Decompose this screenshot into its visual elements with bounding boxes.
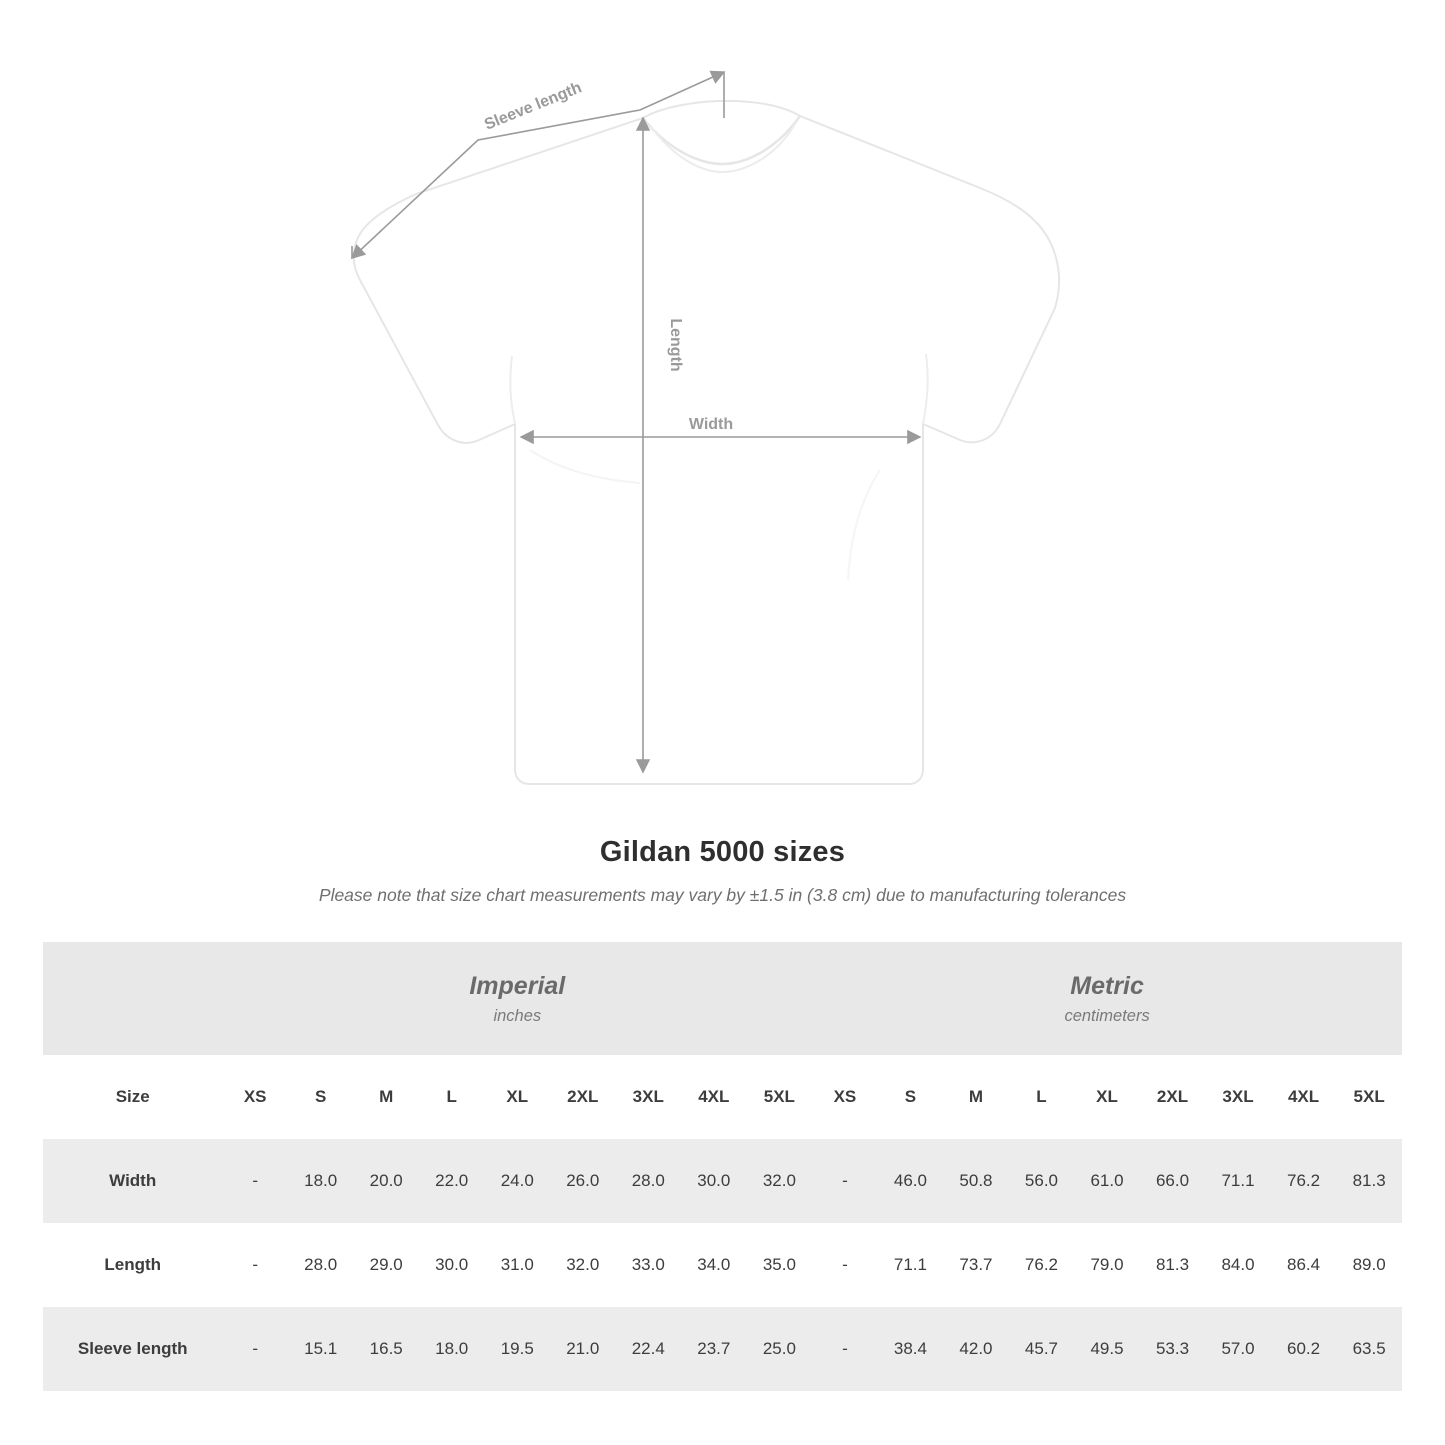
cell-width-imperial-xl: 24.0 <box>484 1139 550 1223</box>
size-header-metric-5xl: 5XL <box>1336 1055 1402 1139</box>
cell-width-metric-3xl: 71.1 <box>1205 1139 1271 1223</box>
cell-length-metric-5xl: 89.0 <box>1336 1223 1402 1307</box>
cell-length-metric-3xl: 84.0 <box>1205 1223 1271 1307</box>
table-row <box>43 1139 1402 1223</box>
cell-width-imperial-3xl: 28.0 <box>616 1139 682 1223</box>
cell-length-imperial-5xl: 35.0 <box>747 1223 813 1307</box>
page-title: Gildan 5000 sizes <box>599 836 846 868</box>
cell-width-metric-5xl: 81.3 <box>1336 1139 1402 1223</box>
cell-width-metric-m: 50.8 <box>943 1139 1009 1223</box>
cell-width-metric-4xl: 76.2 <box>1271 1139 1337 1223</box>
sleeve-length-label: Sleeve length <box>482 79 585 134</box>
cell-sleeve-imperial-4xl: 23.7 <box>681 1307 747 1391</box>
cell-length-metric-m: 73.7 <box>943 1223 1009 1307</box>
cell-length-imperial-3xl: 33.0 <box>616 1223 682 1307</box>
cell-width-imperial-5xl: 32.0 <box>747 1139 813 1223</box>
size-header-imperial-2xl: 2XL <box>550 1055 616 1139</box>
cell-sleeve-imperial-s: 15.1 <box>288 1307 354 1391</box>
size-header-metric-m: M <box>943 1055 1009 1139</box>
size-header-metric-xl: XL <box>1074 1055 1140 1139</box>
cell-sleeve-imperial-2xl: 21.0 <box>550 1307 616 1391</box>
tshirt-shape <box>354 101 1059 784</box>
row-label-width: Width <box>43 1139 222 1223</box>
length-label: Length <box>667 318 684 372</box>
tolerance-note: Please note that size chart measurements may vary by ±1.5 in (3.8 cm) due to manufacturing tolerances <box>318 885 1127 905</box>
cell-length-imperial-4xl: 34.0 <box>681 1223 747 1307</box>
cell-sleeve-imperial-3xl: 22.4 <box>616 1307 682 1391</box>
unit-header-imperial <box>222 942 812 1055</box>
cell-sleeve-metric-xl: 49.5 <box>1074 1307 1140 1391</box>
cell-length-imperial-s: 28.0 <box>288 1223 354 1307</box>
cell-length-metric-l: 76.2 <box>1009 1223 1075 1307</box>
cell-length-metric-xl: 79.0 <box>1074 1223 1140 1307</box>
cell-sleeve-metric-s: 38.4 <box>878 1307 944 1391</box>
cell-sleeve-metric-2xl: 53.3 <box>1140 1307 1206 1391</box>
size-header-metric-xs: XS <box>812 1055 878 1139</box>
row-label-length: Length <box>43 1223 222 1307</box>
size-header-imperial-4xl: 4XL <box>681 1055 747 1139</box>
cell-sleeve-metric-l: 45.7 <box>1009 1307 1075 1391</box>
size-header-imperial-3xl: 3XL <box>616 1055 682 1139</box>
cell-length-metric-s: 71.1 <box>878 1223 944 1307</box>
cell-width-imperial-s: 18.0 <box>288 1139 354 1223</box>
table-row <box>43 1223 1402 1307</box>
cell-length-imperial-xl: 31.0 <box>484 1223 550 1307</box>
cell-length-imperial-xs: - <box>222 1223 288 1307</box>
cell-sleeve-imperial-m: 16.5 <box>353 1307 419 1391</box>
size-table <box>43 942 1402 1391</box>
unit-name-imperial: inches <box>493 1006 542 1025</box>
size-header-imperial-s: S <box>288 1055 354 1139</box>
size-header-metric-4xl: 4XL <box>1271 1055 1337 1139</box>
unit-system-imperial: Imperial <box>469 972 566 1001</box>
size-header-row <box>43 1055 1402 1139</box>
cell-length-metric-4xl: 86.4 <box>1271 1223 1337 1307</box>
cell-length-metric-xs: - <box>812 1223 878 1307</box>
cell-sleeve-imperial-5xl: 25.0 <box>747 1307 813 1391</box>
unit-name-metric: centimeters <box>1064 1006 1150 1025</box>
cell-width-imperial-m: 20.0 <box>353 1139 419 1223</box>
cell-width-imperial-2xl: 26.0 <box>550 1139 616 1223</box>
table-row <box>43 1307 1402 1391</box>
size-header-metric-l: L <box>1009 1055 1075 1139</box>
width-label: Width <box>688 416 734 433</box>
cell-length-imperial-2xl: 32.0 <box>550 1223 616 1307</box>
size-row-header: Size <box>43 1055 222 1139</box>
unit-header-spacer <box>43 942 222 1055</box>
cell-sleeve-metric-m: 42.0 <box>943 1307 1009 1391</box>
unit-header-metric <box>812 942 1402 1055</box>
cell-width-metric-xl: 61.0 <box>1074 1139 1140 1223</box>
size-header-imperial-5xl: 5XL <box>747 1055 813 1139</box>
size-header-imperial-xl: XL <box>484 1055 550 1139</box>
size-header-metric-2xl: 2XL <box>1140 1055 1206 1139</box>
cell-sleeve-metric-xs: - <box>812 1307 878 1391</box>
cell-width-metric-2xl: 66.0 <box>1140 1139 1206 1223</box>
cell-length-imperial-m: 29.0 <box>353 1223 419 1307</box>
size-header-metric-3xl: 3XL <box>1205 1055 1271 1139</box>
size-header-imperial-xs: XS <box>222 1055 288 1139</box>
cell-sleeve-metric-5xl: 63.5 <box>1336 1307 1402 1391</box>
cell-sleeve-imperial-l: 18.0 <box>419 1307 485 1391</box>
cell-sleeve-metric-3xl: 57.0 <box>1205 1307 1271 1391</box>
cell-sleeve-metric-4xl: 60.2 <box>1271 1307 1337 1391</box>
cell-width-imperial-l: 22.0 <box>419 1139 485 1223</box>
size-header-imperial-l: L <box>419 1055 485 1139</box>
unit-system-metric: Metric <box>1070 972 1144 1001</box>
cell-sleeve-imperial-xl: 19.5 <box>484 1307 550 1391</box>
row-label-sleeve-length: Sleeve length <box>43 1307 222 1391</box>
size-table-wrapper <box>43 942 1402 1391</box>
cell-width-imperial-4xl: 30.0 <box>681 1139 747 1223</box>
size-header-metric-s: S <box>878 1055 944 1139</box>
cell-width-metric-s: 46.0 <box>878 1139 944 1223</box>
unit-header-row <box>43 942 1402 1055</box>
cell-width-metric-xs: - <box>812 1139 878 1223</box>
cell-width-metric-l: 56.0 <box>1009 1139 1075 1223</box>
cell-length-metric-2xl: 81.3 <box>1140 1223 1206 1307</box>
cell-sleeve-imperial-xs: - <box>222 1307 288 1391</box>
cell-length-imperial-l: 30.0 <box>419 1223 485 1307</box>
size-header-imperial-m: M <box>353 1055 419 1139</box>
cell-width-imperial-xs: - <box>222 1139 288 1223</box>
